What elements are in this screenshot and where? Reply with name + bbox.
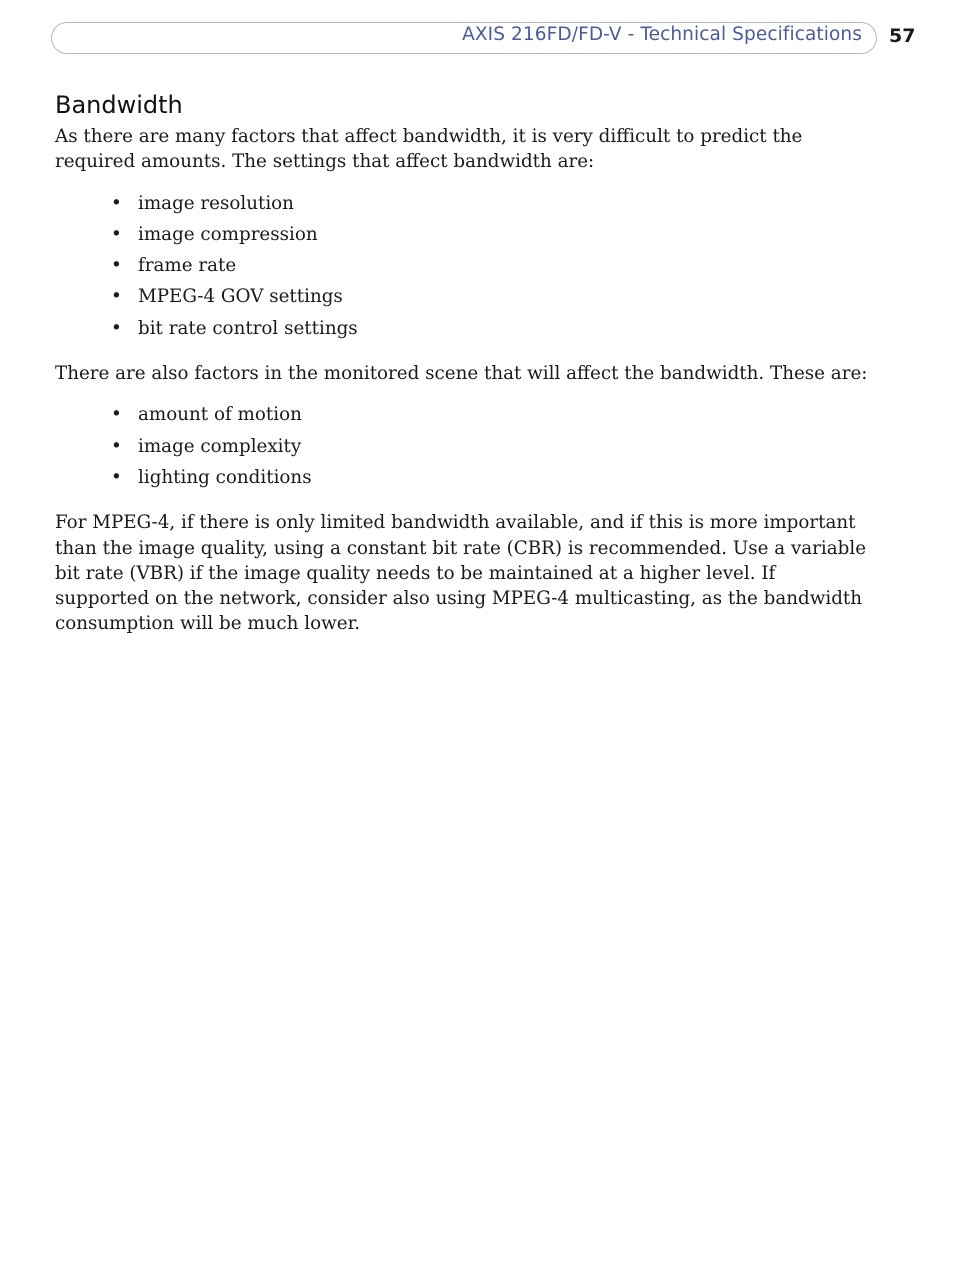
bullet-icon: • xyxy=(111,286,122,308)
bullet-icon: • xyxy=(111,466,122,488)
list-item: • image compression xyxy=(111,219,875,250)
bullet-icon: • xyxy=(111,317,122,339)
scene-intro-paragraph: There are also factors in the monitored scene that will affect the bandwidth. These are: xyxy=(55,363,868,385)
list-item: • image resolution xyxy=(111,188,875,219)
list-item: • MPEG-4 GOV settings xyxy=(111,281,875,312)
list-item: • frame rate xyxy=(111,250,875,281)
scene-factors-list xyxy=(55,399,875,493)
list-item: • lighting conditions xyxy=(111,462,875,493)
list-item: • image complexity xyxy=(111,431,875,462)
bullet-icon: • xyxy=(111,435,122,457)
list-item: • bit rate control settings xyxy=(111,313,875,344)
conclusion-paragraph: For MPEG-4, if there is only limited bandwidth available, and if this is more important than the image quality, using a constant bit rate (CBR) is recommended. Use a variable bit rate (VBR) if the image quality needs to be maintained at a higher level. If supported on the network, consider also using MPEG-4 multicasting, as the bandwidth consumption will be much lower. xyxy=(55,512,867,635)
list-item: • amount of motion xyxy=(111,399,875,430)
page-number: 57 xyxy=(889,25,916,47)
bullet-icon: • xyxy=(111,255,122,277)
bullet-icon: • xyxy=(111,404,122,426)
intro-paragraph: As there are many factors that affect bandwidth, it is very difficult to predict the required amounts. The settings that affect bandwidth are: xyxy=(55,126,803,173)
bullet-icon: • xyxy=(111,192,122,214)
settings-list xyxy=(55,188,875,344)
page-content xyxy=(55,88,875,637)
bullet-icon: • xyxy=(111,223,122,245)
section-heading: Bandwidth xyxy=(55,91,183,119)
header-title: AXIS 216FD/FD-V - Technical Specifications xyxy=(462,24,862,45)
